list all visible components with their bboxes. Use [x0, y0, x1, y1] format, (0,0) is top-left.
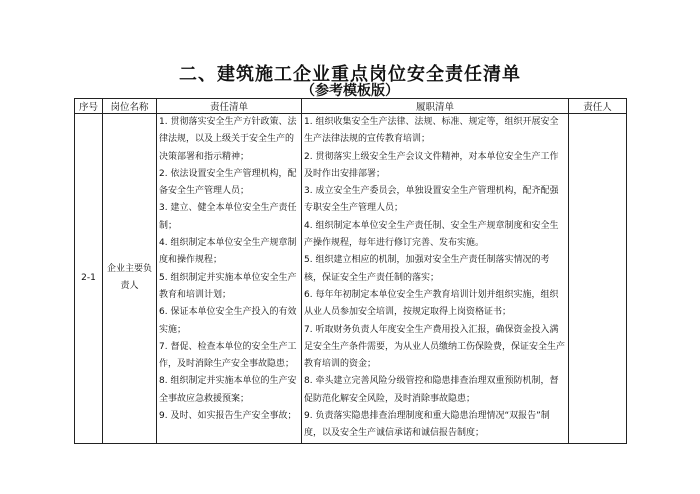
responsibility-item: 7. 督促、检查本单位的安全生产工作，及时消除生产安全事故隐患； [159, 341, 297, 370]
header-person: 责任人 [569, 99, 627, 114]
duty-item: 1. 组织收集安全生产法律、法规、标准、规定等，组织开展安全生产法律法规的宣传教育培训； [304, 117, 559, 145]
duty-item: 3. 成立安全生产委员会，单独设置安全生产管理机构，配齐配强专职安全生产管理人员； [304, 186, 559, 214]
responsibility-item: 1. 贯彻落实安全生产方针政策、法律法规，以及上级关于安全生产的决策部署和指示精神； [159, 117, 297, 162]
duty-item: 4. 组织制定本单位安全生产责任制、安全生产规章制度和安全生产操作规程，每年进行修订完善、发布实施。 [304, 220, 559, 249]
duty-item: 9. 负责落实隐患排查治理制度和重大隐患治理情况“双报告”制度，以及安全生产诚信承诺和诚信报告制度； [304, 411, 550, 439]
page-title: 二、建筑施工企业重点岗位安全责任清单 [179, 64, 521, 85]
table-row [75, 114, 627, 444]
responsibilities-cell [157, 114, 302, 444]
header-number: 序号 [75, 99, 103, 114]
table-header-row [75, 99, 627, 114]
responsibility-item: 8. 组织制定并实施本单位的生产安全事故应急救援预案； [159, 376, 297, 404]
duty-item: 5. 组织建立相应的机制，加强对安全生产责任制落实情况的考核，保证安全生产责任制的落实； [304, 255, 550, 283]
responsibility-table [74, 98, 627, 444]
person-cell[interactable] [569, 114, 627, 444]
duty-item: 7. 听取财务负责人年度安全生产费用投入汇报，确保资金投入满足安全生产条件需要，为从业人员缴纳工伤保险费，保证安全生产教育培训的资金； [304, 324, 566, 370]
duty-item: 8. 牵头建立完善风险分级管控和隐患排查治理双重预防机制，督促防范化解安全风险，及时消除事故隐患； [304, 376, 559, 404]
page-subtitle: （参考模板版） [301, 83, 399, 99]
duty-item: 6. 每年年初制定本单位安全生产教育培训计划并组织实施，组织从业人员参加安全培训，按规定取得上岗资格证书； [304, 289, 559, 318]
responsibility-item: 3. 建立、健全本单位安全生产责任制； [159, 203, 297, 231]
responsibility-item: 4. 组织制定本单位安全生产规章制度和操作规程； [159, 238, 297, 266]
row-position: 企业主要负责人 [103, 114, 157, 444]
responsibility-item: 9. 及时、如实报告生产安全事故； [159, 411, 297, 422]
header-responsibilities: 责任清单 [157, 99, 302, 114]
duties-cell [302, 114, 569, 444]
responsibility-item: 2. 依法设置安全生产管理机构，配备安全生产管理人员； [159, 168, 297, 197]
header-duties: 履职清单 [302, 99, 569, 114]
responsibility-item: 5. 组织制定并实施本单位安全生产教育和培训计划； [159, 272, 297, 300]
header-position: 岗位名称 [103, 99, 157, 114]
duty-item: 2. 贯彻落实上级安全生产会议文件精神，对本单位安全生产工作及时作出安排部署； [304, 151, 559, 179]
row-number: 2-1 [75, 114, 103, 444]
responsibility-item: 6. 保证本单位安全生产投入的有效实施； [159, 307, 297, 335]
